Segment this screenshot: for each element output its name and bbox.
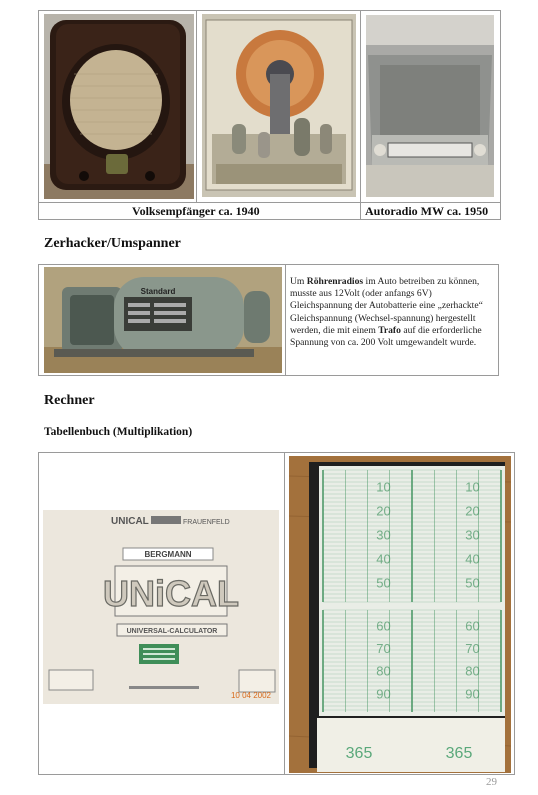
description-emphasis: Röhrenradios xyxy=(306,276,364,287)
cover-date-stamp: 10 04 2002 xyxy=(230,691,271,700)
unical-cover-photo xyxy=(43,510,279,704)
table-number-label: 20 xyxy=(376,503,391,519)
unical-open-book-photo xyxy=(289,456,511,773)
page-number: 29 xyxy=(486,776,497,788)
cover-subtitle: UNIVERSAL-CALCULATOR xyxy=(126,628,218,635)
cover-brand-top: UNICAL xyxy=(111,516,149,527)
table-number-label: 70 xyxy=(376,641,391,657)
cover-brand-middle: BERGMANN xyxy=(144,550,192,559)
table-number-label: 20 xyxy=(465,503,480,519)
table-number-label: 80 xyxy=(376,663,391,679)
table-divider xyxy=(38,202,501,203)
table-number-label: 40 xyxy=(465,551,480,567)
tabellenbuch-subheading: Tabellenbuch (Multiplikation) xyxy=(44,426,193,438)
table-number-label: 60 xyxy=(465,618,480,634)
autoradio-photo xyxy=(366,15,494,197)
table-number-label: 40 xyxy=(376,551,391,567)
zerhacker-photo-label: Standard xyxy=(140,287,176,296)
table-number-label: 70 xyxy=(465,641,480,657)
cover-logo: UNiCAL xyxy=(103,573,239,614)
table-number-label: 90 xyxy=(465,686,480,702)
table-number-label: 60 xyxy=(376,618,391,634)
open-book-right-page-number: 365 xyxy=(445,745,473,762)
table-number-label: 80 xyxy=(465,663,480,679)
table-number-label: 90 xyxy=(376,686,391,702)
volksempfaenger-caption: Volksempfänger ca. 1940 xyxy=(132,204,260,218)
table-number-label: 10 xyxy=(376,479,391,495)
description-text: auf die erforderliche Spannung von ca. 200 Volt umgewandelt wurde. xyxy=(290,324,482,349)
table-divider xyxy=(196,10,197,203)
radio-interior-photo xyxy=(202,14,356,197)
table-number-label: 50 xyxy=(376,575,391,591)
description-text: im Auto betreiben zu können, musste aus 12Volt (oder anfangs 6V) Gleichspannung der Autobatterie eine „zerhackte“ Gleichspannung (Wechsel-spannung) hergestellt werden, die mit einem xyxy=(290,276,483,336)
autoradio-caption: Autoradio MW ca. 1950 xyxy=(365,204,489,218)
open-book-left-page-number: 365 xyxy=(345,745,373,762)
table-divider xyxy=(285,264,286,376)
zerhacker-description xyxy=(290,276,496,349)
table-number-label: 30 xyxy=(465,527,480,543)
cover-brand-top-right: FRAUENFELD xyxy=(183,519,230,526)
description-emphasis: Trafo xyxy=(378,324,401,336)
table-divider xyxy=(360,10,361,220)
volksempfaenger-photo xyxy=(44,14,194,199)
table-number-label: 10 xyxy=(465,479,480,495)
table-divider xyxy=(284,452,285,775)
description-text: Um xyxy=(290,276,307,287)
table-number-label: 50 xyxy=(465,575,480,591)
zerhacker-heading: Zerhacker/Umspanner xyxy=(44,236,181,251)
zerhacker-photo xyxy=(44,267,282,373)
rechner-heading: Rechner xyxy=(44,393,95,408)
table-number-label: 30 xyxy=(376,527,391,543)
